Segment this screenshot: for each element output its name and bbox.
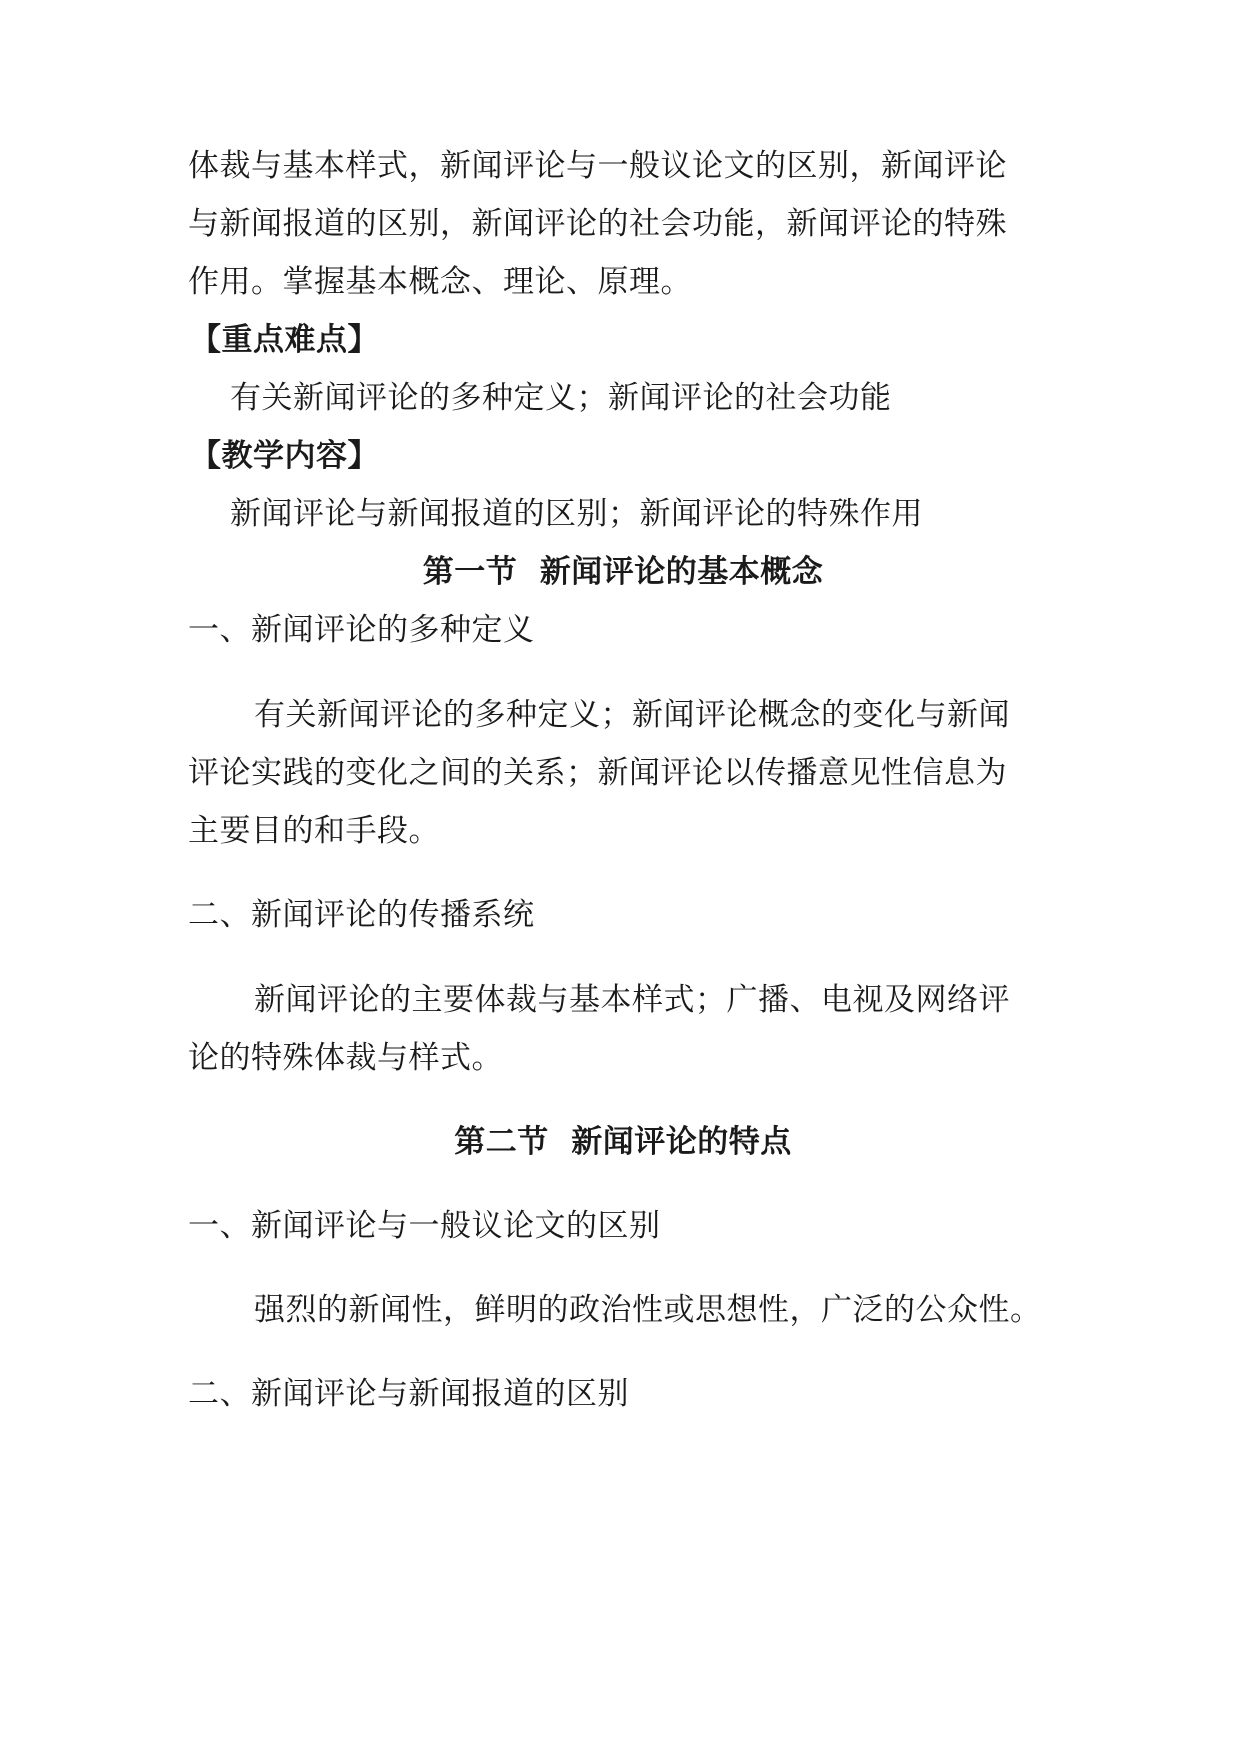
section1-title: 第一节 新闻评论的基本概念 xyxy=(422,554,824,590)
section2-sub1-heading: 一、新闻评论与一般议论文的区别 xyxy=(188,1208,661,1244)
section1-sub2-line-2: 论的特殊体裁与样式。 xyxy=(188,1040,503,1076)
intro-line-1: 体裁与基本样式，新闻评论与一般议论文的区别，新闻评论 xyxy=(188,148,1007,184)
intro-line-3: 作用。掌握基本概念、理论、原理。 xyxy=(188,264,692,300)
section2-sub1-line-1: 强烈的新闻性，鲜明的政治性或思想性，广泛的公众性。 xyxy=(254,1292,1042,1328)
section1-sub1-line-3: 主要目的和手段。 xyxy=(188,813,440,849)
section1-sub2-heading: 二、新闻评论的传播系统 xyxy=(188,897,535,933)
key-points-text: 有关新闻评论的多种定义；新闻评论的社会功能 xyxy=(230,380,892,416)
section2-sub2-heading: 二、新闻评论与新闻报道的区别 xyxy=(188,1376,629,1412)
section1-sub1-heading: 一、新闻评论的多种定义 xyxy=(188,612,535,648)
teaching-content-text: 新闻评论与新闻报道的区别；新闻评论的特殊作用 xyxy=(230,496,923,532)
intro-line-2: 与新闻报道的区别，新闻评论的社会功能，新闻评论的特殊 xyxy=(188,206,1007,242)
key-points-heading: 【重点难点】 xyxy=(190,322,379,358)
section1-sub1-line-2: 评论实践的变化之间的关系；新闻评论以传播意见性信息为 xyxy=(188,755,1007,791)
section1-sub2-line-1: 新闻评论的主要体裁与基本样式；广播、电视及网络评 xyxy=(254,982,1010,1018)
section2-title: 第二节 新闻评论的特点 xyxy=(454,1124,792,1160)
teaching-content-heading: 【教学内容】 xyxy=(190,438,379,474)
section1-sub1-line-1: 有关新闻评论的多种定义；新闻评论概念的变化与新闻 xyxy=(254,697,1010,733)
